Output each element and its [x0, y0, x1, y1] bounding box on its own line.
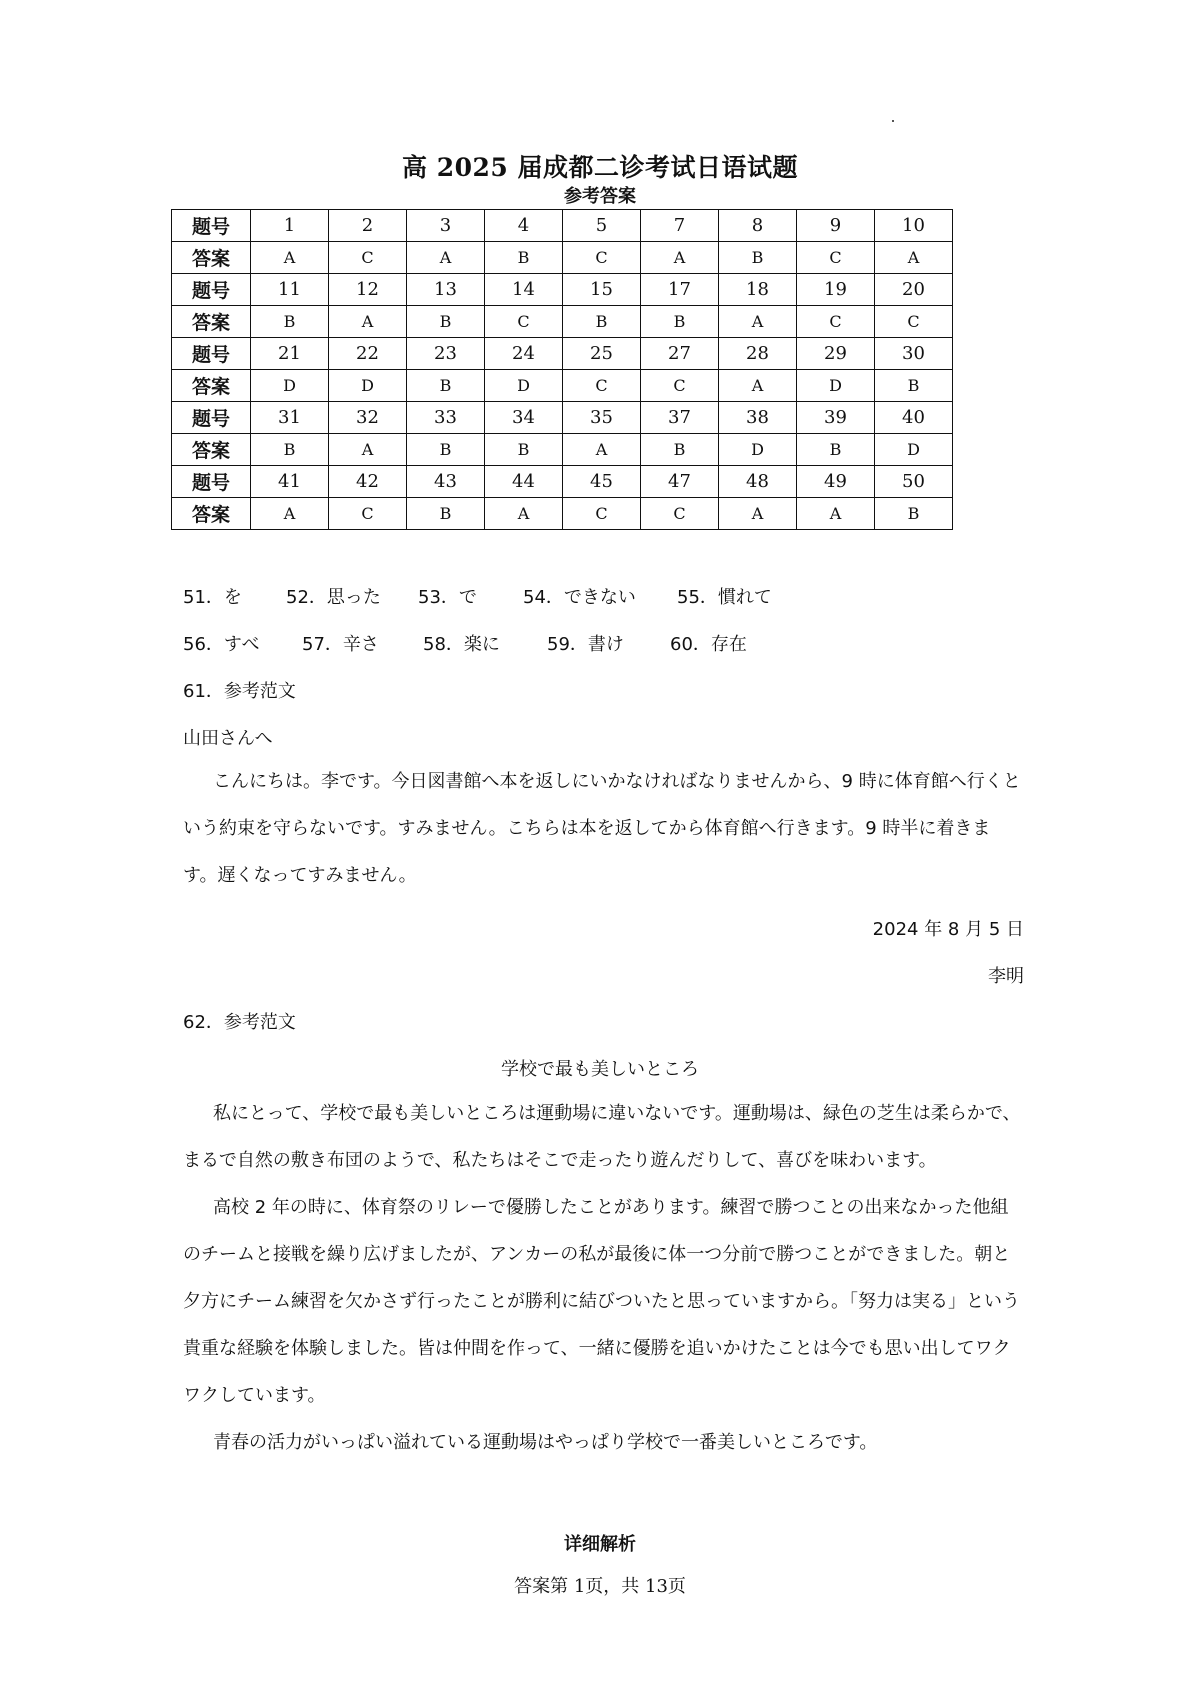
- row-label-answer: 答案: [172, 498, 251, 530]
- answer-letter: D: [329, 370, 407, 402]
- question-number: 31: [251, 402, 329, 434]
- answer-letter: B: [407, 498, 485, 530]
- answer-letter: C: [875, 306, 953, 338]
- question-number: 28: [719, 338, 797, 370]
- row-label-number: 题号: [172, 274, 251, 306]
- fill-in-item: 52．思った: [286, 587, 381, 608]
- answer-letter: B: [251, 306, 329, 338]
- answer-letter: A: [407, 242, 485, 274]
- table-row: [172, 466, 953, 498]
- question-number: 42: [329, 466, 407, 498]
- answer-letter: C: [329, 498, 407, 530]
- question-number: 41: [251, 466, 329, 498]
- question-number: 39: [797, 402, 875, 434]
- answer-letter: D: [875, 434, 953, 466]
- question-number: 10: [875, 210, 953, 242]
- question-number: 47: [641, 466, 719, 498]
- answer-letter: A: [719, 498, 797, 530]
- question-number: 8: [719, 210, 797, 242]
- answer-letter: B: [485, 242, 563, 274]
- question-number: 32: [329, 402, 407, 434]
- question-number: 13: [407, 274, 485, 306]
- essay62-paragraph-1: 私にとって、学校で最も美しいところは運動場に違いないです。運動場は、緑色の芝生は柔らかで、まるで自然の敷き布団のようで、私たちはそこで走ったり遊んだりして、喜びを味わいます。: [183, 1103, 1021, 1171]
- row-label-number: 题号: [172, 466, 251, 498]
- question-number: 27: [641, 338, 719, 370]
- row-label-answer: 答案: [172, 370, 251, 402]
- answer-letter: B: [641, 434, 719, 466]
- question-number: 49: [797, 466, 875, 498]
- answer-letter: A: [875, 242, 953, 274]
- table-row: [172, 434, 953, 466]
- question-number: 21: [251, 338, 329, 370]
- question-number: 11: [251, 274, 329, 306]
- answer-letter: C: [641, 498, 719, 530]
- row-label-answer: 答案: [172, 242, 251, 274]
- answer-letter: C: [797, 242, 875, 274]
- answer-letter: C: [641, 370, 719, 402]
- question-number: 22: [329, 338, 407, 370]
- question-number: 1: [251, 210, 329, 242]
- answer-letter: B: [875, 498, 953, 530]
- scan-speck: [892, 120, 894, 122]
- question-number: 9: [797, 210, 875, 242]
- question-number: 33: [407, 402, 485, 434]
- question-number: 17: [641, 274, 719, 306]
- answer-letter: C: [563, 498, 641, 530]
- fill-in-item: 56．すべ: [183, 634, 260, 655]
- page-footer: 答案第 1页，共 13页: [514, 1576, 686, 1597]
- question-number: 2: [329, 210, 407, 242]
- question-number: 5: [563, 210, 641, 242]
- answer-letter: B: [407, 306, 485, 338]
- table-row: [172, 242, 953, 274]
- answer-letter: D: [719, 434, 797, 466]
- question-number: 19: [797, 274, 875, 306]
- answer-table: [171, 209, 953, 530]
- answer-letter: B: [563, 306, 641, 338]
- answer-letter: B: [719, 242, 797, 274]
- answer-letter: B: [875, 370, 953, 402]
- fill-in-item: 60．存在: [670, 634, 747, 655]
- answer-letter: A: [251, 242, 329, 274]
- fill-in-item: 54．できない: [523, 587, 636, 608]
- question-number: 48: [719, 466, 797, 498]
- answer-letter: B: [251, 434, 329, 466]
- answer-letter: A: [719, 306, 797, 338]
- section-heading: 详细解析: [564, 1534, 636, 1555]
- question-number: 29: [797, 338, 875, 370]
- row-label-answer: 答案: [172, 306, 251, 338]
- answer-letter: C: [329, 242, 407, 274]
- fill-in-item: 55．慣れて: [677, 587, 772, 608]
- fill-in-item: 51．を: [183, 587, 242, 608]
- question-number: 44: [485, 466, 563, 498]
- row-label-number: 题号: [172, 210, 251, 242]
- fill-in-item: 58．楽に: [423, 634, 500, 655]
- question-number: 25: [563, 338, 641, 370]
- answer-letter: A: [329, 306, 407, 338]
- answer-letter: C: [563, 242, 641, 274]
- answer-letter: C: [485, 306, 563, 338]
- essay62-paragraph-3: 青春の活力がいっぱい溢れている運動場はやっぱり学校で一番美しいところです。: [213, 1432, 878, 1453]
- essay62-title: 学校で最も美しいところ: [501, 1059, 699, 1080]
- question-number: 14: [485, 274, 563, 306]
- question-number: 35: [563, 402, 641, 434]
- answer-letter: A: [719, 370, 797, 402]
- question-number: 23: [407, 338, 485, 370]
- table-row: [172, 210, 953, 242]
- essay62-paragraph-2: 高校 2 年の時に、体育祭のリレーで優勝したことがあります。練習で勝つことの出来なかった他組のチームと接戦を繰り広げましたが、アンカーの私が最後に体一つ分前で勝つことができました。朝と夕方にチーム練習を欠かさず行ったことが勝利に結びついたと思っていますから。「努力は実る」という貴重な経験を体験しました。皆は仲間を作って、一緒に優勝を追いかけたことは今でも思い出してワクワクしています。: [183, 1197, 1020, 1406]
- fill-in-item: 59．書け: [547, 634, 624, 655]
- answer-letter: B: [407, 370, 485, 402]
- question-number: 30: [875, 338, 953, 370]
- answer-letter: D: [797, 370, 875, 402]
- question-number: 7: [641, 210, 719, 242]
- essay61-heading: 61．参考范文: [183, 681, 296, 702]
- question-number: 12: [329, 274, 407, 306]
- answer-letter: B: [641, 306, 719, 338]
- answer-letter: A: [485, 498, 563, 530]
- answer-letter: B: [797, 434, 875, 466]
- fill-in-item: 53．で: [418, 587, 477, 608]
- question-number: 38: [719, 402, 797, 434]
- answer-letter: A: [251, 498, 329, 530]
- question-number: 50: [875, 466, 953, 498]
- question-number: 3: [407, 210, 485, 242]
- question-number: 45: [563, 466, 641, 498]
- question-number: 20: [875, 274, 953, 306]
- table-row: [172, 402, 953, 434]
- question-number: 24: [485, 338, 563, 370]
- table-row: [172, 274, 953, 306]
- table-row: [172, 370, 953, 402]
- row-label-number: 题号: [172, 338, 251, 370]
- answer-letter: C: [797, 306, 875, 338]
- row-label-answer: 答案: [172, 434, 251, 466]
- row-label-number: 题号: [172, 402, 251, 434]
- question-number: 4: [485, 210, 563, 242]
- question-number: 15: [563, 274, 641, 306]
- question-number: 18: [719, 274, 797, 306]
- answer-letter: C: [563, 370, 641, 402]
- page-subtitle: 参考答案: [564, 186, 636, 207]
- essay62-heading: 62．参考范文: [183, 1012, 296, 1033]
- answer-letter: D: [251, 370, 329, 402]
- question-number: 43: [407, 466, 485, 498]
- answer-letter: A: [797, 498, 875, 530]
- table-row: [172, 498, 953, 530]
- essay61-body: こんにちは。李です。今日図書館へ本を返しにいかなければなりませんから、9 時に体育館へ行くという約束を守らないです。すみません。こちらは本を返してから体育館へ行きます。9 時半に着きます。遅くなってすみません。: [183, 771, 1021, 886]
- answer-letter: A: [641, 242, 719, 274]
- question-number: 40: [875, 402, 953, 434]
- table-row: [172, 338, 953, 370]
- essay61-date: 2024 年 8 月 5 日: [872, 919, 1024, 940]
- answer-letter: A: [563, 434, 641, 466]
- essay61-signature: 李明: [988, 966, 1024, 987]
- question-number: 37: [641, 402, 719, 434]
- answer-letter: B: [485, 434, 563, 466]
- answer-letter: D: [485, 370, 563, 402]
- table-row: [172, 306, 953, 338]
- fill-in-item: 57．辛さ: [302, 634, 379, 655]
- answer-letter: A: [329, 434, 407, 466]
- answer-letter: B: [407, 434, 485, 466]
- page-title: 高 2025 届成都二诊考试日语试题: [402, 153, 798, 182]
- question-number: 34: [485, 402, 563, 434]
- essay61-greeting: 山田さんへ: [183, 728, 273, 749]
